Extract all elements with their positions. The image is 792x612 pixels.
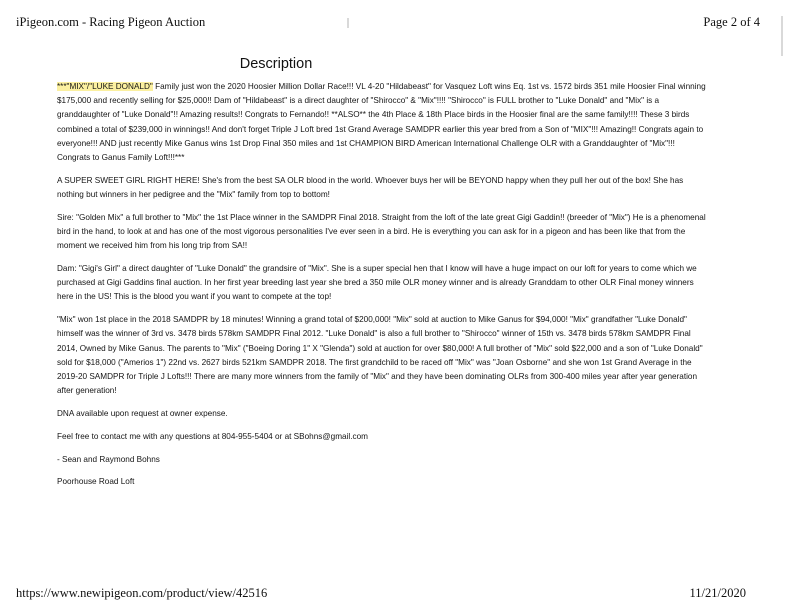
paragraph-mix-results bbox=[57, 313, 707, 398]
paragraph-text: Poorhouse Road Loft bbox=[57, 477, 135, 487]
page-url: https://www.newipigeon.com/product/view/42516 bbox=[16, 586, 268, 600]
paragraph-text: Feel free to contact me with any questions at 804-955-5404 or at SBohns@gmail.com bbox=[57, 431, 368, 441]
scan-edge-mark bbox=[781, 16, 783, 56]
scan-edge-mark bbox=[347, 18, 349, 28]
highlighted-text: ***"MIX"/"LUKE DONALD" bbox=[57, 82, 153, 91]
paragraph-loft-name bbox=[57, 475, 707, 489]
paragraph-text: DNA available upon request at owner expense. bbox=[57, 409, 228, 419]
description-body bbox=[57, 80, 707, 498]
paragraph-signature bbox=[57, 453, 707, 467]
paragraph-contact bbox=[57, 430, 707, 444]
paragraph-sire bbox=[57, 211, 707, 254]
paragraph-dam bbox=[57, 262, 707, 305]
paragraph-super-sweet-girl bbox=[57, 174, 707, 202]
paragraph-text: - Sean and Raymond Bohns bbox=[57, 454, 160, 464]
page-indicator: Page 2 of 4 bbox=[703, 15, 760, 29]
paragraph-text: Sire: "Golden Mix" a full brother to "Mix" the 1st Place winner in the SAMDPR Final 2018. Straight from the loft of the late great Gigi Gaddin!! (breeder of "Mix") He is a phenomenal bird in the hand, to look at and has one of the most vigorous personalities I've ever seen in a bird. He is everything you can ask for in a pigeon and has been like that from the moment we received him from his long trip from SA!! bbox=[57, 212, 706, 251]
paragraph-mix-family bbox=[57, 80, 707, 165]
paragraph-text: Dam: "Gigi's Girl" a direct daughter of "Luke Donald" the grandsire of "Mix". She is a super special hen that I know will have a huge impact on our loft for years to come which we purchased at Gigi Gaddins final auction. In her first year breeding last year she bred a 350 mile OLR money winner and is already Granddam to other OLR Final money winners here in the US! This is the blood you want if you want to compete at the top! bbox=[57, 264, 697, 302]
paragraph-text: "Mix" won 1st place in the 2018 SAMDPR by 18 minutes! Winning a grand total of $200,000! "Mix" sold at auction to Mike Ganus for $94,000! "Mix" grandfather "Luke Donald" himself was the winner of 3rd vs. 3478 birds 578km SAMDPR Final 2012. "Luke Donald" is also a full brother to "Shirocco" winner of 15th vs. 3478 birds 578km SAMDPR Final 2014, Owned by Mike Ganus. The parents to "Mix" ("Boeing Doring 1" X "Glenda") sold at auction for over $80,000! A full brother of "Mix" sold $22,000 and a son of "Luke Donald" sold for $18,000 ("Amerios 1") 22nd vs. 2627 birds 521km SAMDPR 2018. The first grandchild to be raced off "Mix" was "Joan Osborne" and she won 1st Grand Average in the 2019-20 SAMDPR for Triple J Lofts!!! There are many more winners from the family of "Mix" and they have been dominating OLRs from 300-400 miles year after year generation after generation! bbox=[57, 315, 703, 396]
print-date: 11/21/2020 bbox=[689, 586, 746, 600]
paragraph-text: Family just won the 2020 Hoosier Million Dollar Race!!! VL 4-20 "Hildabeast" for Vasquez Loft wins Eq. 1st vs. 1572 birds 351 mile Hoosier Final winning $175,000 and recently selling for $25,000!! Dam of "Hildabeast" is a direct daughter of "Shirocco" & "Mix"!!!! "Shirocco" is FULL brother to "Luke Donald" and "Mix" is a granddaughter of "Luke Donald"!! Amazing results!! Congrats to Fernando!! **ALSO** the 4th Place & 18th Place birds in the Hoosier final are the same family!!!! These 3 birds combined a total of $239,000 in winnings!! And don't forget Triple J Loft bred 1st Grand Average SAMDPR earlier this year bred from a Son of "MIX"!!! Amazing!! Congrats again to everyone!!! AND just recently Mike Ganus wins 1st Drop Final 350 miles and 1st CHAMPION BIRD American International Challenge OLR with a Granddaughter of "Mix"!!! Congrats to Ganus Family Loft!!!*** bbox=[57, 82, 706, 163]
site-title: iPigeon.com - Racing Pigeon Auction bbox=[16, 15, 206, 29]
description-title: Description bbox=[239, 56, 313, 72]
paragraph-text: A SUPER SWEET GIRL RIGHT HERE! She's from the best SA OLR blood in the world. Whoever buys her will be BEYOND happy when they pull her out of the box! She has nothing but winners in her pedigree and the "Mix" family from top to bottom! bbox=[57, 175, 684, 200]
paragraph-dna bbox=[57, 407, 707, 421]
